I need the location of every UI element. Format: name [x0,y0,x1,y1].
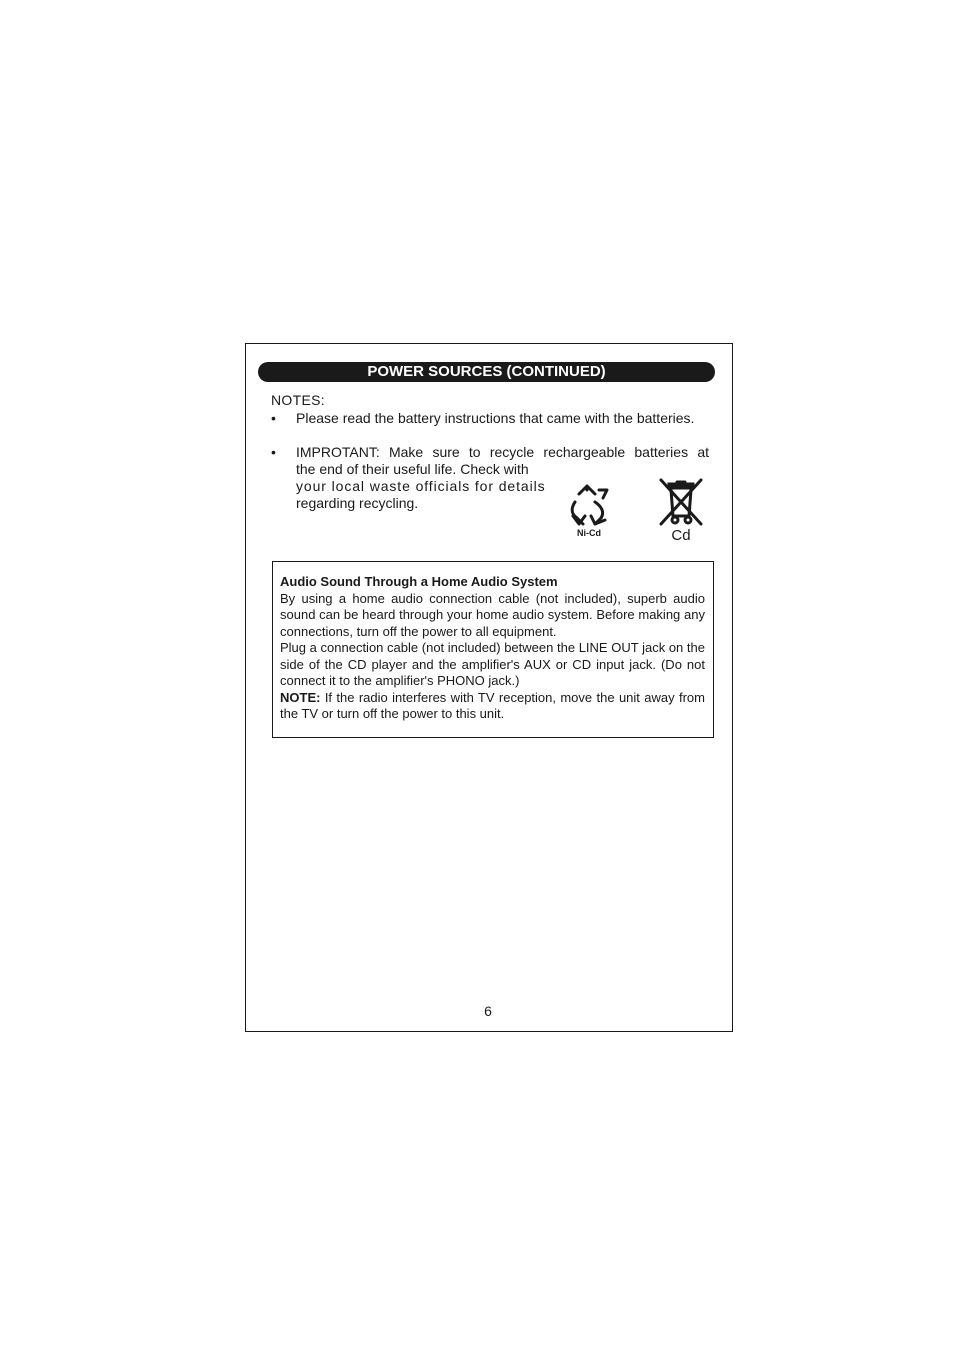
info-box-content [280,574,705,723]
info-paragraph-connection: By using a home audio connection cable (not included), superb audio sound can be heard through your home audio system. Before making any connections, turn off the power to all equipment. [280,590,705,639]
info-box-title: Audio Sound Through a Home Audio System [280,574,558,589]
notes-heading: NOTES: [271,392,325,408]
bin-symbol-label: Cd [671,527,691,542]
info-note [280,690,705,723]
note-text-line: your local waste officials for details [296,478,546,494]
recycle-symbol-label: Ni-Cd [577,528,601,538]
section-title-banner: POWER SOURCES (CONTINUED) [258,362,715,382]
note-text-line: regarding recycling. [296,495,419,511]
note-text-block [296,444,709,512]
bullet-glyph: • [271,444,276,460]
info-paragraph-line-out: Plug a connection cable (not included) between the LINE OUT jack on the side of the CD player and the amplifier's AUX or CD input jack. (Do not connect it to the amplifier's PHONO jack.) [280,640,705,688]
battery-recycle-icon [565,480,613,540]
note-label: NOTE: [280,689,321,705]
crossed-out-bin-icon [655,474,707,542]
note-text-line: the end of their useful life. Check with [296,461,529,477]
bullet-glyph: • [271,410,276,426]
note-text: Please read the battery instructions that came with the batteries. [296,410,695,426]
page-number: 6 [484,1003,492,1019]
note-text: If the radio interferes with TV reception, move the unit away from the TV or turn off the power to this unit. [280,689,705,721]
home-audio-info-box [272,561,714,738]
note-text-line: IMPROTANT: Make sure to recycle rechargeable batteries at [296,444,709,460]
